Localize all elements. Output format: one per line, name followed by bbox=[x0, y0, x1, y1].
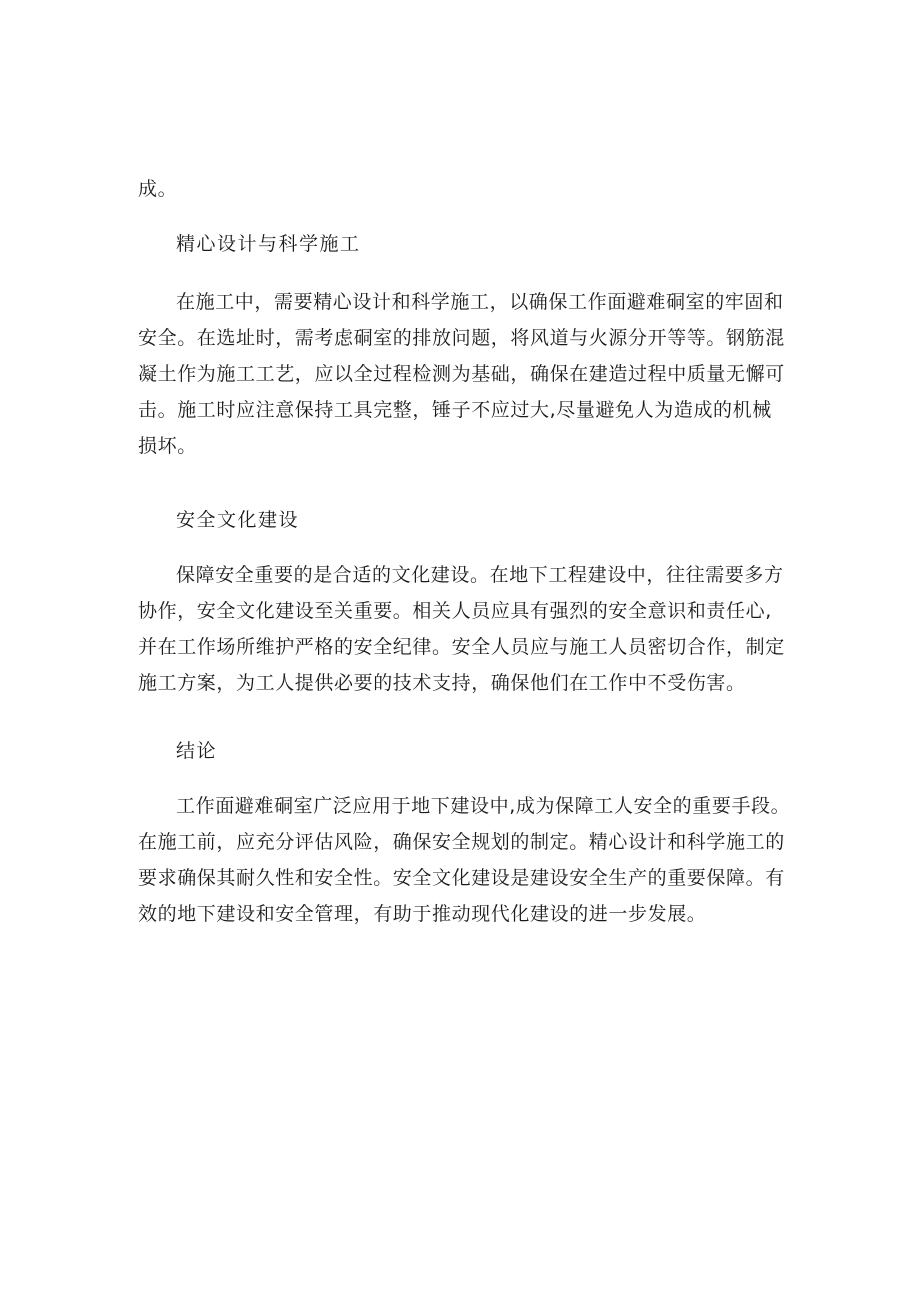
paragraph-line: 效的地下建设和安全管理，有助于推动现代化建设的进一步发展。 bbox=[138, 903, 707, 925]
paragraph-line: 凝土作为施工工艺，应以全过程检测为基础，确保在建造过程中质量无懈可 bbox=[138, 363, 785, 385]
paragraph-design bbox=[138, 284, 798, 464]
paragraph-line: 要求确保其耐久性和安全性。安全文化建设是建设安全生产的重要保障。有 bbox=[138, 867, 785, 889]
paragraph-culture bbox=[138, 557, 798, 701]
paragraph-line: 工作面避难硐室广泛应用于地下建设中,成为保障工人安全的重要手段。 bbox=[176, 795, 791, 817]
paragraph-line: 施工方案，为工人提供必要的技术支持，确保他们在工作中不受伤害。 bbox=[138, 672, 746, 694]
section-heading-conclusion: 结论 bbox=[176, 740, 218, 762]
paragraph-line: 协作，安全文化建设至关重要。相关人员应具有强烈的安全意识和责任心, bbox=[138, 600, 772, 622]
paragraph-conclusion bbox=[138, 788, 798, 932]
section-heading-design: 精心设计与科学施工 bbox=[176, 233, 361, 255]
paragraph-line: 击。施工时应注意保持工具完整，锤子不应过大,尽量避免人为造成的机械 bbox=[138, 399, 772, 421]
paragraph-line: 保障安全重要的是合适的文化建设。在地下工程建设中，往往需要多方 bbox=[176, 564, 784, 586]
paragraph-line: 并在工作场所维护严格的安全纪律。安全人员应与施工人员密切合作，制定 bbox=[138, 636, 785, 658]
section-heading-culture: 安全文化建设 bbox=[176, 509, 300, 531]
paragraph-line: 损坏。 bbox=[138, 435, 197, 457]
carryover-paragraph bbox=[138, 171, 798, 207]
paragraph-line: 在施工前，应充分评估风险，确保安全规划的制定。精心设计和科学施工的 bbox=[138, 831, 785, 853]
paragraph-line: 在施工中，需要精心设计和科学施工，以确保工作面避难硐室的牢固和 bbox=[176, 291, 784, 313]
paragraph-line: 成。 bbox=[138, 178, 178, 200]
paragraph-line: 安全。在选址时，需考虑硐室的排放问题，将风道与火源分开等等。钢筋混 bbox=[138, 327, 785, 349]
